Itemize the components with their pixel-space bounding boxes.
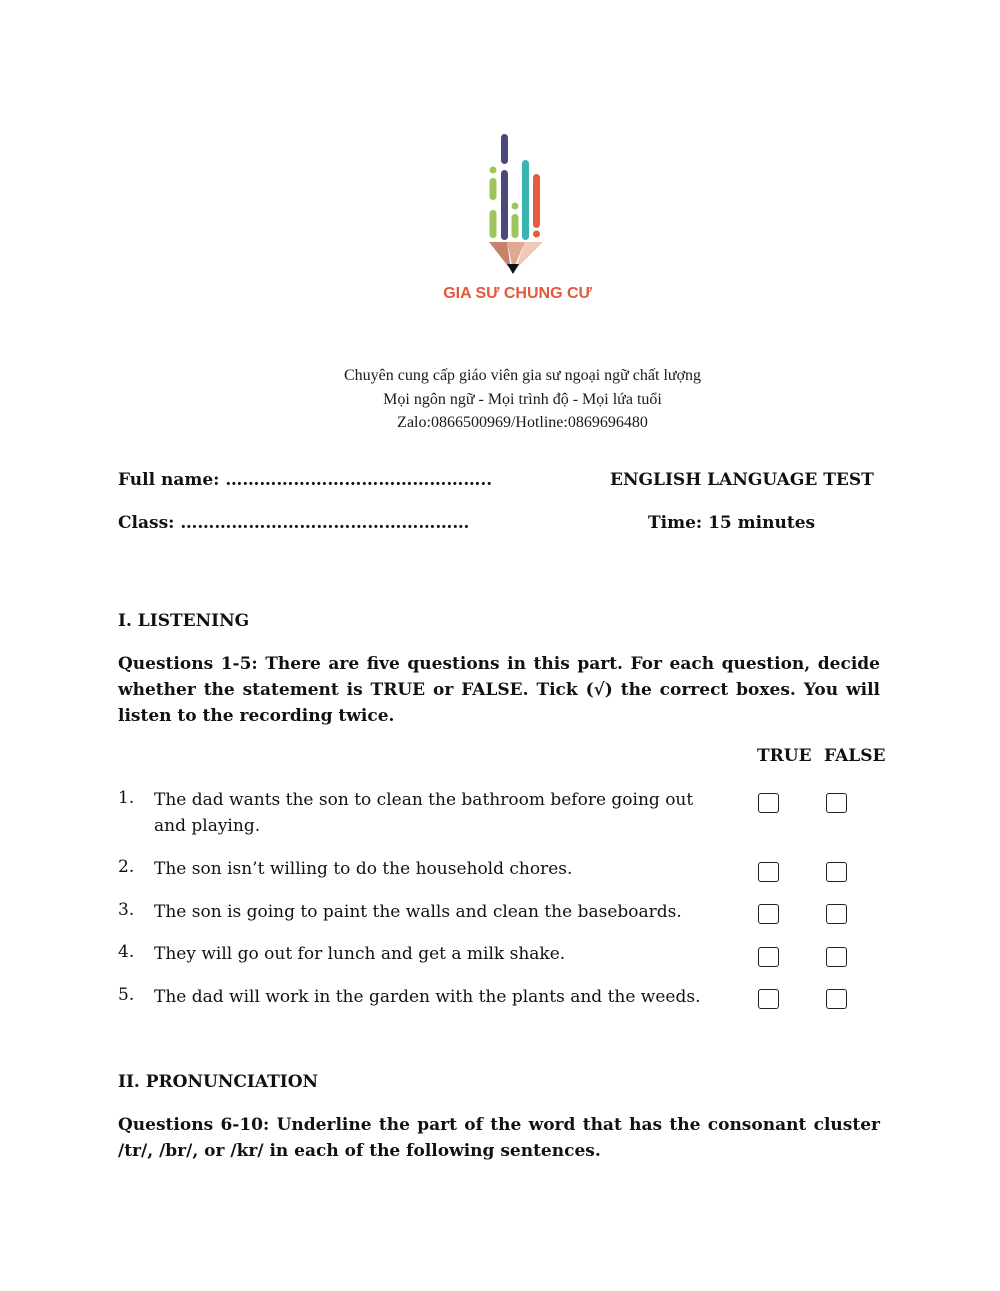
false-column-header: FALSE	[824, 746, 886, 766]
true-checkbox-q2[interactable]	[758, 862, 779, 882]
question-number: 3.	[118, 900, 135, 920]
false-checkbox-q2[interactable]	[826, 862, 847, 882]
false-checkbox-q4[interactable]	[826, 947, 847, 967]
true-checkbox-q4[interactable]	[758, 947, 779, 967]
question-text: The son is going to paint the walls and clean the baseboards.	[154, 902, 682, 922]
tagline-line-3: Zalo:0866500969/Hotline:0869696480	[397, 414, 648, 431]
pronunciation-title: II. PRONUNCIATION	[118, 1072, 319, 1092]
question-text: The dad will work in the garden with the plants and the weeds.	[154, 987, 701, 1007]
listening-title: I. LISTENING	[118, 611, 250, 631]
pencil-logo-icon	[485, 128, 549, 280]
listening-instructions: Questions 1-5: There are five questions in this part. For each question, decide whether the statement is TRUE or FALSE. Tick (√) the correct boxes. You will listen to the recording twice.	[118, 654, 880, 726]
question-text: They will go out for lunch and get a milk shake.	[154, 944, 566, 964]
true-checkbox-q3[interactable]	[758, 904, 779, 924]
question-number: 1.	[118, 788, 135, 808]
false-checkbox-q5[interactable]	[826, 989, 847, 1009]
question-text: The dad wants the son to clean the bathroom before going out and playing.	[154, 790, 694, 836]
class-field[interactable]: Class: ……………………………………………	[118, 513, 470, 533]
false-checkbox-q1[interactable]	[826, 793, 847, 813]
question-number: 5.	[118, 985, 135, 1005]
brand-name: GIA SƯ CHUNG CƯ	[443, 285, 592, 302]
time-label: Time: 15 minutes	[648, 513, 816, 533]
true-checkbox-q5[interactable]	[758, 989, 779, 1009]
question-number: 2.	[118, 857, 135, 877]
question-text: The son isn’t willing to do the household chores.	[154, 859, 573, 879]
true-column-header: TRUE	[757, 746, 812, 766]
tagline-line-1: Chuyên cung cấp giáo viên gia sư ngoại ngữ chất lượng	[343, 367, 702, 384]
true-checkbox-q1[interactable]	[758, 793, 779, 813]
question-number: 4.	[118, 942, 135, 962]
tagline-line-2: Mọi ngôn ngữ - Mọi trình độ - Mọi lứa tuổi	[383, 391, 662, 408]
pronunciation-instructions: Questions 6-10: Underline the part of the word that has the consonant cluster /tr/, /br/, or /kr/ in each of the following sentences.	[118, 1115, 880, 1161]
full-name-field[interactable]: Full name: ………………………………………..	[118, 470, 493, 490]
false-checkbox-q3[interactable]	[826, 904, 847, 924]
test-title: ENGLISH LANGUAGE TEST	[610, 470, 874, 490]
